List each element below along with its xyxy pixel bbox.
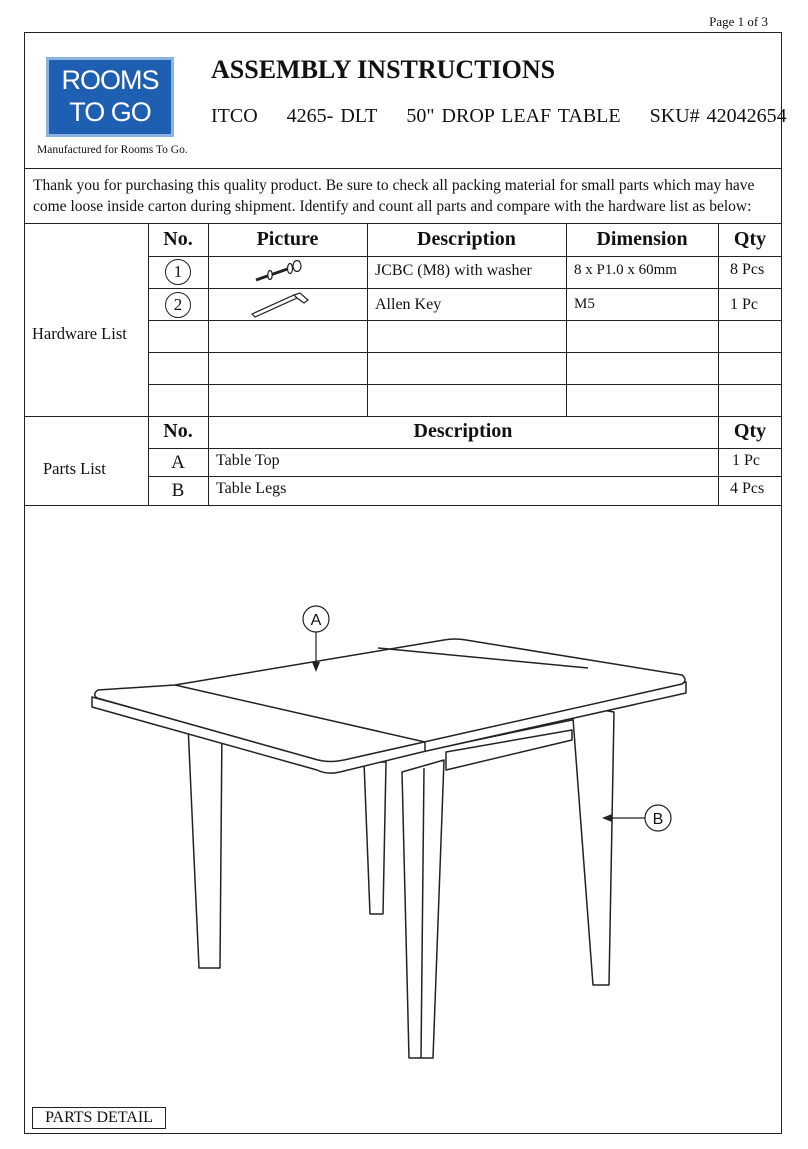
model-number: 4265- DLT bbox=[286, 105, 378, 127]
parts-col-header-no: No. bbox=[163, 420, 193, 442]
logo-line1: ROOMS bbox=[61, 65, 159, 95]
parts-col-header-description: Description bbox=[413, 420, 513, 442]
parts-col-header-qty: Qty bbox=[733, 420, 767, 442]
part-letter: B bbox=[171, 480, 185, 501]
brand-code: ITCO bbox=[211, 105, 258, 127]
col-header-dimension: Dimension bbox=[596, 228, 688, 250]
page-title: ASSEMBLY INSTRUCTIONS bbox=[211, 55, 556, 84]
hardware-row-number: 1 bbox=[165, 259, 191, 285]
hardware-row-number: 2 bbox=[165, 292, 191, 318]
hardware-dimension: M5 bbox=[574, 296, 595, 312]
col-header-description: Description bbox=[417, 228, 516, 250]
parts-list-label: Parts List bbox=[43, 459, 106, 478]
page-number: Page 1 of 3 bbox=[709, 14, 768, 29]
manufactured-for: Manufactured for Rooms To Go. bbox=[37, 144, 188, 156]
part-description: Table Legs bbox=[216, 480, 287, 497]
part-qty: 1 Pc bbox=[732, 452, 760, 469]
sku: SKU# 42042654 bbox=[649, 105, 787, 127]
col-header-no: No. bbox=[163, 228, 193, 250]
product-name: 50" DROP LEAF TABLE bbox=[406, 105, 621, 127]
logo-line2: TO GO bbox=[69, 97, 151, 127]
hardware-qty: 1 Pc bbox=[730, 296, 758, 313]
intro-text: Thank you for purchasing this quality product. Be sure to check all packing material for small parts which may have come loose inside carton during shipment. Identify and count all parts and compare with the hardware list as below: bbox=[33, 177, 755, 215]
part-qty: 4 Pcs bbox=[730, 480, 765, 497]
part-description: Table Top bbox=[216, 452, 280, 469]
parts-detail-label: PARTS DETAIL bbox=[32, 1107, 166, 1129]
hardware-qty: 8 Pcs bbox=[730, 261, 765, 278]
hardware-description: Allen Key bbox=[375, 296, 442, 313]
hardware-list-label: Hardware List bbox=[32, 324, 127, 343]
callout-b-label: B bbox=[652, 811, 664, 828]
hardware-dimension: 8 x P1.0 x 60mm bbox=[574, 262, 677, 278]
hardware-description: JCBC (M8) with washer bbox=[375, 262, 532, 279]
col-header-picture: Picture bbox=[256, 228, 319, 250]
part-letter: A bbox=[171, 452, 185, 473]
callout-a-label: A bbox=[310, 612, 322, 629]
col-header-qty: Qty bbox=[733, 228, 767, 250]
